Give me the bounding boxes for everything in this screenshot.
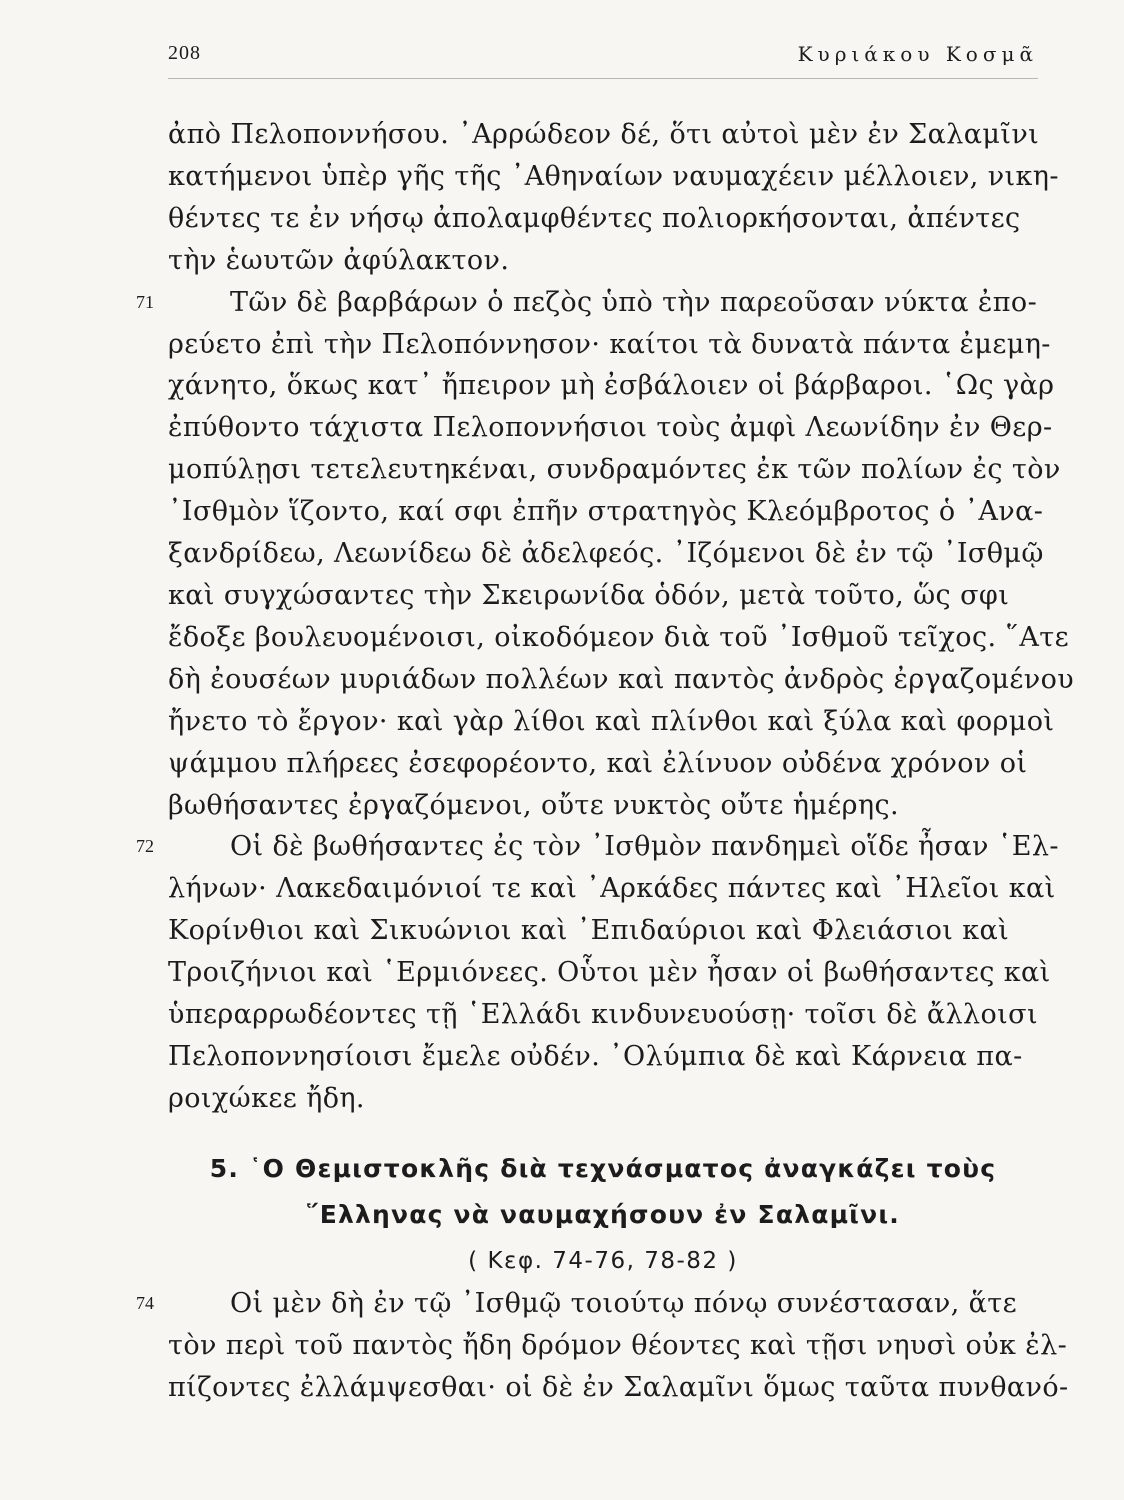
page-number: 208 bbox=[168, 42, 201, 64]
text-line: Τροιζήνιοι καὶ ῾Ερμιόνεες. Οὗτοι μὲν ἦσαν οἱ βωθήσαντες καὶ bbox=[168, 957, 1051, 989]
text-line: θέντες τε ἐν νήσῳ ἀπολαμφθέντες πολιορκήσονται, ἀπέντες bbox=[168, 202, 1021, 234]
text-line: ὑπεραρρωδέοντες τῇ ῾Ελλάδι κινδυνευούσῃ· τοῖσι δὲ ἄλλοισι bbox=[168, 999, 1038, 1031]
text-line: χάνητο, ὅκως κατ᾿ ἤπειρον μὴ ἐσβάλοιεν οἱ βάρβαροι. ῾Ως γὰρ bbox=[168, 370, 1055, 402]
text-line: ψάμμου πλήρεες ἐσεφορέοντο, καὶ ἐλίνυον οὐδένα χρόνον οἱ bbox=[168, 747, 1028, 779]
paragraph bbox=[168, 114, 1059, 282]
chapter-number: 72 bbox=[136, 836, 154, 857]
text-line: ᾿Ισθμὸν ἵζοντο, καί σφι ἐπῆν στρατηγὸς Κλεόμβροτος ὁ ᾿Ανα- bbox=[168, 496, 1044, 528]
text-line: Τῶν δὲ βαρβάρων ὁ πεζὸς ὑπὸ τὴν παρεοῦσαν νύκτα ἐπο- bbox=[230, 286, 1038, 318]
section-title-line: 5. ῾Ο Θεμιστοκλῆς διὰ τεχνάσματος ἀναγκάζει τοὺς bbox=[209, 1154, 997, 1183]
text-line: λήνων· Λακεδαιμόνιοί τε καὶ ᾿Αρκάδες πάντες καὶ ᾿Ηλεῖοι καὶ bbox=[168, 873, 1056, 905]
main-text-continued bbox=[136, 1283, 1069, 1409]
text-line: ἔδοξε βουλευομένοισι, οἰκοδόμεον διὰ τοῦ ᾿Ισθμοῦ τεῖχος. ῞Ατε bbox=[168, 621, 1069, 653]
paragraph bbox=[136, 1283, 1069, 1409]
section-chapter-range: ( Κεφ. 74-76, 78-82 ) bbox=[468, 1248, 738, 1274]
chapter-number: 74 bbox=[136, 1293, 154, 1313]
text-line: τὴν ἑωυτῶν ἀφύλακτον. bbox=[168, 244, 510, 276]
section-title-line: ῞Ελληνας νὰ ναυμαχήσουν ἐν Σαλαμῖνι. bbox=[306, 1200, 900, 1229]
paragraph bbox=[136, 826, 1059, 1119]
text-line: ρεύετο ἐπὶ τὴν Πελοπόννησον· καίτοι τὰ δυνατὰ πάντα ἐμεμη- bbox=[168, 328, 1051, 360]
page-header bbox=[168, 42, 1038, 79]
text-line: βωθήσαντες ἐργαζόμενοι, οὔτε νυκτὸς οὔτε ἡμέρης. bbox=[168, 789, 899, 821]
chapter-number: 71 bbox=[136, 291, 154, 312]
main-text bbox=[136, 114, 1075, 1120]
text-line: ἤνετο τὸ ἔργον· καὶ γὰρ λίθοι καὶ πλίνθοι καὶ ξύλα καὶ φορμοὶ bbox=[168, 705, 1055, 737]
section-heading bbox=[168, 1146, 1038, 1284]
text-line: πίζοντες ἐλλάμψεσθαι· οἱ δὲ ἐν Σαλαμῖνι ὅμως ταῦτα πυνθανό- bbox=[168, 1371, 1069, 1403]
text-line: ἀπὸ Πελοποννήσου. ᾿Αρρώδεον δέ, ὅτι αὐτοὶ μὲν ἐν Σαλαμῖνι bbox=[168, 119, 1040, 150]
running-head: Κυριάκου Κοσμᾶ bbox=[797, 42, 1038, 66]
paragraph bbox=[136, 282, 1075, 827]
text-line: τὸν περὶ τοῦ παντὸς ἤδη δρόμον θέοντες καὶ τῇσι νηυσὶ οὐκ ἐλ- bbox=[168, 1329, 1068, 1361]
text-line: Οἱ δὲ βωθήσαντες ἐς τὸν ᾿Ισθμὸν πανδημεὶ οἵδε ἦσαν ῾Ελ- bbox=[230, 831, 1059, 863]
text-line: κατήμενοι ὑπὲρ γῆς τῆς ᾿Αθηναίων ναυμαχέειν μέλλοιεν, νικη- bbox=[168, 160, 1059, 192]
text-line: ξανδρίδεω, Λεωνίδεω δὲ ἀδελφεός. ᾿Ιζόμενοι δὲ ἐν τῷ ᾿Ισθμῷ bbox=[168, 538, 1044, 570]
text-line: Πελοποννησίοισι ἔμελε οὐδέν. ᾿Ολύμπια δὲ καὶ Κάρνεια πα- bbox=[168, 1040, 1023, 1072]
text-line: Οἱ μὲν δὴ ἐν τῷ ᾿Ισθμῷ τοιούτῳ πόνῳ συνέστασαν, ἅτε bbox=[230, 1288, 1018, 1319]
text-line: δὴ ἐουσέων μυριάδων πολλέων καὶ παντὸς ἀνδρὸς ἐργαζομένου bbox=[168, 663, 1075, 695]
text-line: Κορίνθιοι καὶ Σικυώνιοι καὶ ᾿Επιδαύριοι καὶ Φλειάσιοι καὶ bbox=[168, 915, 1010, 947]
text-line: καὶ συγχώσαντες τὴν Σκειρωνίδα ὁδόν, μετὰ τοῦτο, ὥς σφι bbox=[168, 579, 1010, 611]
text-line: ἐπύθοντο τάχιστα Πελοποννήσιοι τοὺς ἀμφὶ Λεωνίδην ἐν Θερ- bbox=[168, 412, 1053, 444]
text-line: ροιχώκεε ἤδη. bbox=[168, 1082, 365, 1114]
text-line: μοπύλῃσι τετελευτηκέναι, συνδραμόντες ἐκ τῶν πολίων ἐς τὸν bbox=[168, 454, 1061, 486]
